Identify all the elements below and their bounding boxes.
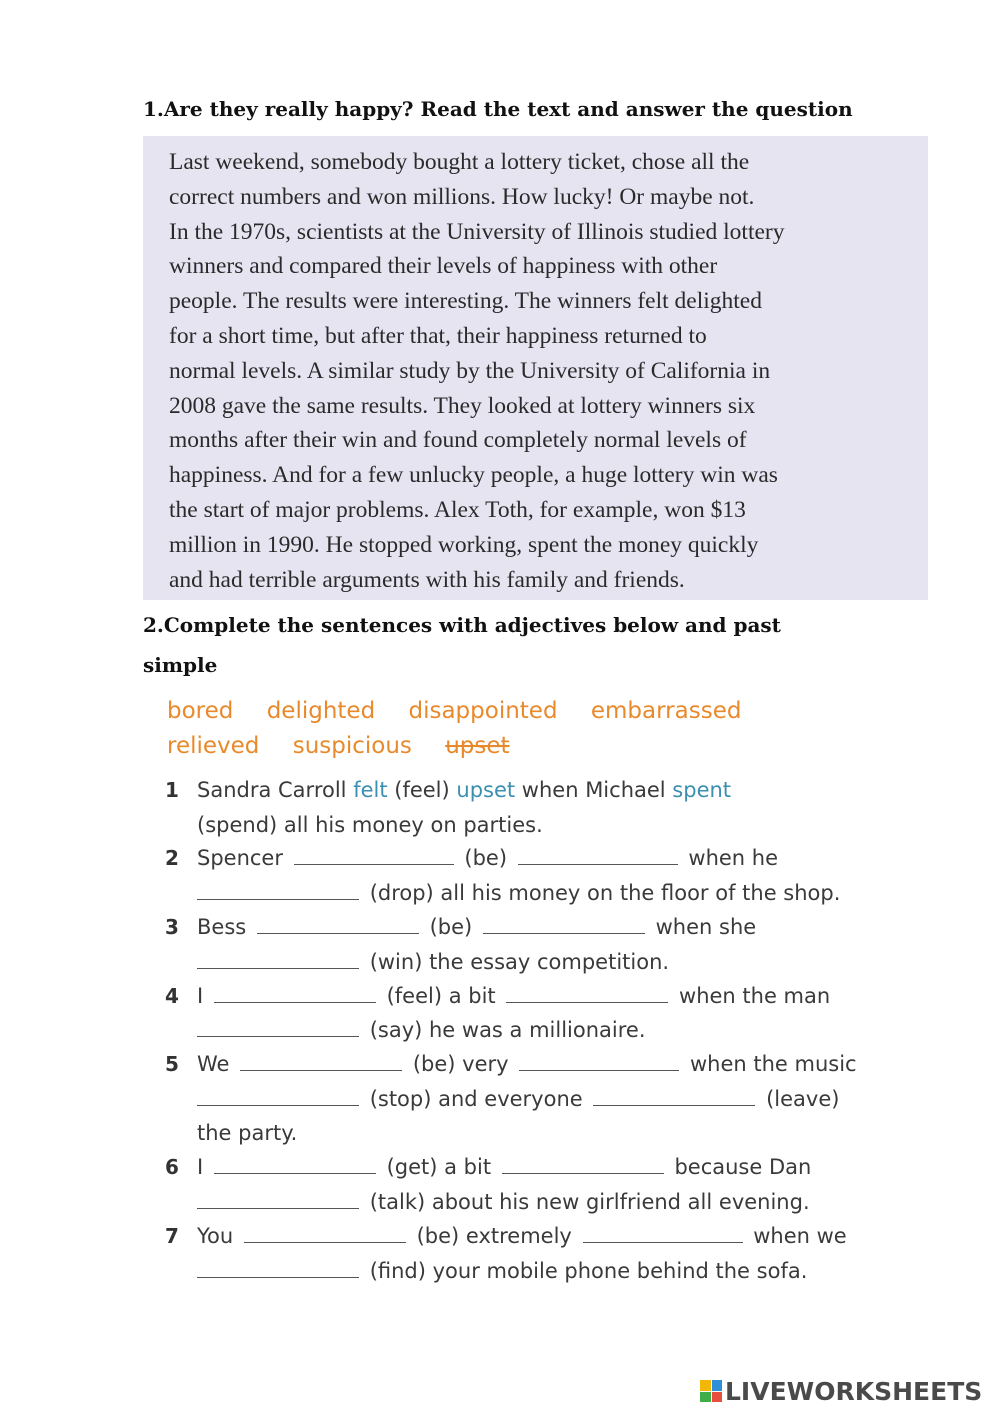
exercise-text: (say) he was a millionaire.: [369, 1018, 646, 1042]
passage-line: In the 1970s, scientists at the University of Illinois studied lottery: [169, 218, 785, 245]
passage-line: for a short time, but after that, their happiness returned to: [169, 322, 707, 349]
exercise-number: 1: [165, 778, 179, 802]
exercise-line: [197, 844, 778, 872]
answer-blank[interactable]: [294, 844, 454, 865]
exercise-text: (be): [464, 846, 508, 870]
exercise-line: [197, 1188, 810, 1216]
answer-blank[interactable]: [583, 1222, 743, 1243]
exercise-text: (leave): [766, 1087, 840, 1111]
exercise-number: 4: [165, 984, 179, 1008]
passage-line: the start of major problems. Alex Toth, for example, won $13: [169, 496, 746, 523]
passage-line: correct numbers and won millions. How lucky! Or maybe not.: [169, 183, 755, 210]
exercise-text: (feel) a bit: [386, 984, 496, 1008]
answer-blank[interactable]: [483, 913, 645, 934]
logo-text: LIVEWORKSHEETS: [725, 1376, 983, 1406]
exercise-line: [197, 879, 840, 907]
exercise-text: (be) very: [412, 1052, 509, 1076]
exercise-text: (win) the essay competition.: [369, 950, 670, 974]
section2-heading-cont: simple: [143, 653, 218, 677]
passage-line: months after their win and found completely normal levels of: [169, 427, 747, 454]
answer-blank[interactable]: [244, 1222, 406, 1243]
exercise-number: 5: [165, 1052, 179, 1076]
exercise-text: You: [197, 1224, 234, 1248]
word-bank-row-1: [167, 698, 767, 724]
exercise-text: when we: [753, 1224, 847, 1248]
answer-blank[interactable]: [197, 1188, 359, 1209]
passage-line: 2008 gave the same results. They looked at lottery winners six: [169, 392, 756, 419]
word-bank-item: embarrassed: [590, 698, 742, 724]
exercise-text: I: [197, 1155, 204, 1179]
exercise-text: when Michael: [515, 778, 673, 802]
exercise-line: [197, 1153, 811, 1181]
exercise-number: 3: [165, 915, 179, 939]
word-bank-item: relieved: [167, 733, 260, 759]
answer-blank[interactable]: [519, 1050, 679, 1071]
exercise-line: [197, 776, 731, 804]
passage-line: normal levels. A similar study by the University of California in: [169, 357, 771, 384]
word-bank-item: disappointed: [408, 698, 558, 724]
exercise-text: Bess: [197, 915, 247, 939]
exercise-text: (get) a bit: [386, 1155, 492, 1179]
exercise-line: [197, 1050, 857, 1078]
exercise-text: when the music: [689, 1052, 857, 1076]
answer-blank[interactable]: [197, 879, 359, 900]
exercise-text: We: [197, 1052, 230, 1076]
section1-heading: 1.Are they really happy? Read the text and answer the question: [143, 97, 853, 121]
word-bank-item: suspicious: [292, 733, 412, 759]
word-bank-row-2: [167, 733, 536, 759]
example-answer: felt: [353, 778, 388, 802]
answer-blank[interactable]: [257, 913, 419, 934]
exercise-line: the party.: [197, 1121, 298, 1145]
word-bank-item-used: upset: [445, 733, 510, 759]
exercise-text: Sandra Carroll: [197, 778, 354, 802]
answer-blank[interactable]: [197, 1085, 359, 1106]
exercise-text: (talk) about his new girlfriend all evening.: [369, 1190, 810, 1214]
passage-line: happiness. And for a few unlucky people, a huge lottery win was: [169, 462, 778, 489]
exercise-line: [197, 948, 669, 976]
answer-blank[interactable]: [197, 948, 359, 969]
exercise-line: [197, 982, 830, 1010]
exercise-line: [197, 913, 756, 941]
example-answer: upset: [456, 778, 516, 802]
exercise-number: 6: [165, 1155, 179, 1179]
exercise-line: [197, 1085, 839, 1113]
exercise-line: [197, 1222, 847, 1250]
exercise-line: [197, 1016, 646, 1044]
answer-blank[interactable]: [197, 1257, 359, 1278]
answer-blank[interactable]: [214, 982, 376, 1003]
passage-line: million in 1990. He stopped working, spent the money quickly: [169, 531, 759, 558]
passage-line: people. The results were interesting. The winners felt delighted: [169, 288, 762, 315]
answer-blank[interactable]: [214, 1153, 376, 1174]
exercise-text: because Dan: [674, 1155, 812, 1179]
exercise-text: (find) your mobile phone behind the sofa.: [369, 1259, 808, 1283]
exercise-number: 7: [165, 1224, 179, 1248]
exercise-text: (stop) and everyone: [369, 1087, 583, 1111]
exercise-number: 2: [165, 846, 179, 870]
section2-heading: 2.Complete the sentences with adjectives below and past: [143, 613, 781, 637]
passage-line: Last weekend, somebody bought a lottery ticket, chose all the: [169, 149, 750, 175]
passage-line: winners and compared their levels of happiness with other: [169, 253, 718, 280]
answer-blank[interactable]: [593, 1085, 755, 1106]
exercise-text: Spencer: [197, 846, 283, 870]
word-bank-item: bored: [167, 698, 234, 724]
example-answer: spent: [672, 778, 732, 802]
exercise-text: (feel): [387, 778, 457, 802]
liveworksheets-logo-icon: [700, 1380, 722, 1402]
exercise-line: (spend) all his money on parties.: [197, 813, 543, 837]
reading-passage: [143, 136, 928, 600]
exercise-text: when he: [688, 846, 779, 870]
liveworksheets-logo: [700, 1377, 982, 1405]
answer-blank[interactable]: [240, 1050, 402, 1071]
answer-blank[interactable]: [197, 1016, 359, 1037]
exercise-text: (be) extremely: [416, 1224, 572, 1248]
answer-blank[interactable]: [502, 1153, 664, 1174]
passage-line: and had terrible arguments with his family and friends.: [169, 566, 685, 593]
answer-blank[interactable]: [518, 844, 678, 865]
exercise-text: (drop) all his money on the floor of the shop.: [369, 881, 841, 905]
exercise-text: when she: [655, 915, 757, 939]
exercise-text: (be): [429, 915, 473, 939]
answer-blank[interactable]: [506, 982, 668, 1003]
word-bank-item: delighted: [266, 698, 376, 724]
exercise-text: I: [197, 984, 204, 1008]
exercise-line: [197, 1257, 807, 1285]
exercise-text: when the man: [679, 984, 831, 1008]
